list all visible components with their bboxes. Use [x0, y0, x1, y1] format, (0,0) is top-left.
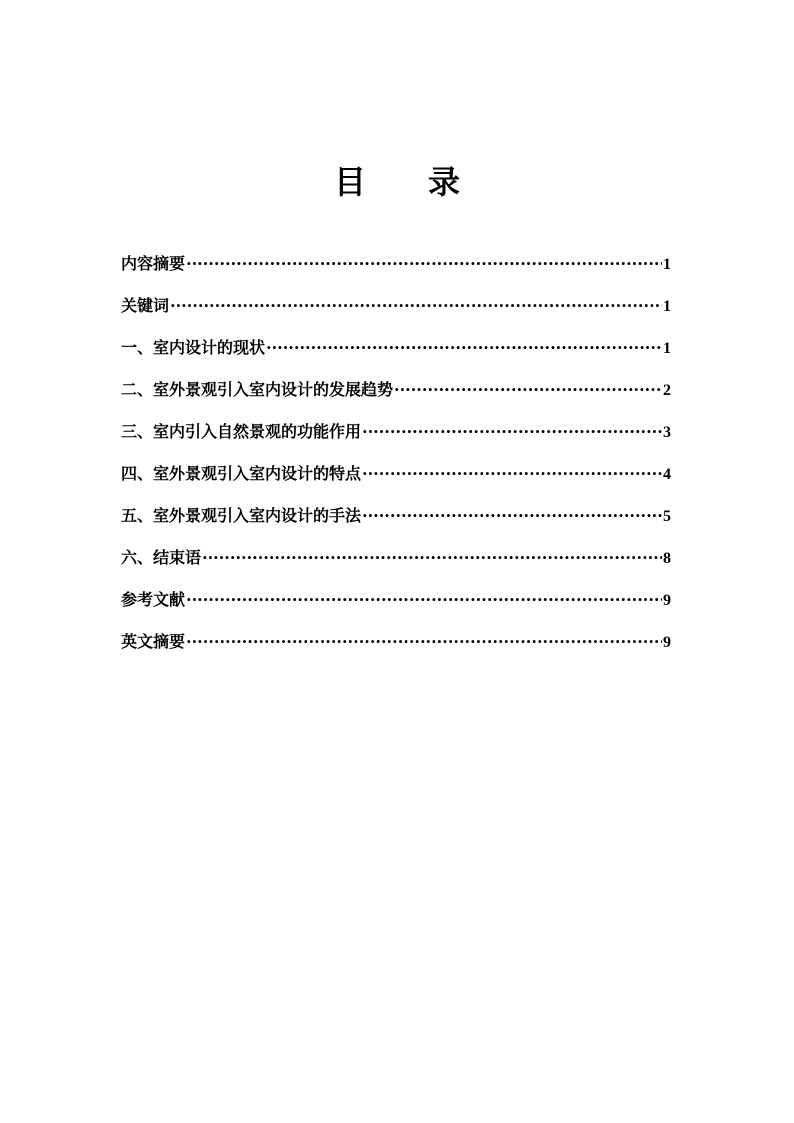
- toc-dot-leader: [362, 504, 662, 528]
- toc-entry-page-number: 8: [663, 550, 671, 567]
- toc-dot-leader: [362, 420, 662, 444]
- toc-entry-label: 参考文献: [121, 590, 186, 609]
- toc-entry-label: 五、室外景观引入室内设计的手法: [121, 506, 362, 525]
- toc-entry-abstract[interactable]: [121, 252, 671, 294]
- toc-dot-leader: [394, 378, 662, 402]
- toc-dot-leader: [186, 588, 662, 612]
- toc-dot-leader: [266, 336, 662, 360]
- table-of-contents: [121, 252, 671, 672]
- toc-dot-leader: [170, 294, 662, 318]
- toc-entry-page-number: 4: [663, 466, 671, 483]
- toc-entry-references[interactable]: [121, 588, 671, 630]
- toc-entry-page-number: 1: [663, 256, 671, 273]
- toc-entry-keywords[interactable]: [121, 294, 671, 336]
- page-title: [0, 160, 794, 204]
- toc-entry-page-number: 5: [663, 508, 671, 525]
- toc-entry-label: 内容摘要: [121, 254, 186, 273]
- toc-entry-label: 二、室外景观引入室内设计的发展趋势: [121, 380, 394, 399]
- toc-entry-section-2[interactable]: [121, 378, 671, 420]
- toc-entry-label: 三、室内引入自然景观的功能作用: [121, 422, 362, 441]
- toc-dot-leader: [202, 546, 662, 570]
- toc-entry-section-1[interactable]: [121, 336, 671, 378]
- toc-entry-label: 关键词: [121, 296, 170, 315]
- toc-entry-section-5[interactable]: [121, 504, 671, 546]
- toc-entry-page-number: 1: [663, 298, 671, 315]
- title-char-2: 录: [428, 163, 461, 201]
- toc-entry-page-number: 9: [663, 634, 671, 651]
- toc-entry-label: 四、室外景观引入室内设计的特点: [121, 464, 362, 483]
- toc-entry-section-6[interactable]: [121, 546, 671, 588]
- toc-entry-english-abstract[interactable]: [121, 630, 671, 672]
- title-char-1: 目: [333, 163, 366, 201]
- toc-entry-label: 英文摘要: [121, 632, 186, 651]
- toc-entry-label: 一、室内设计的现状: [121, 338, 266, 357]
- toc-entry-section-4[interactable]: [121, 462, 671, 504]
- toc-dot-leader: [186, 630, 662, 654]
- toc-entry-page-number: 1: [663, 340, 671, 357]
- toc-dot-leader: [186, 252, 662, 276]
- toc-entry-page-number: 2: [663, 382, 671, 399]
- toc-dot-leader: [362, 462, 662, 486]
- toc-entry-section-3[interactable]: [121, 420, 671, 462]
- toc-entry-page-number: 9: [663, 592, 671, 609]
- toc-entry-label: 六、结束语: [121, 548, 202, 567]
- toc-entry-page-number: 3: [663, 424, 671, 441]
